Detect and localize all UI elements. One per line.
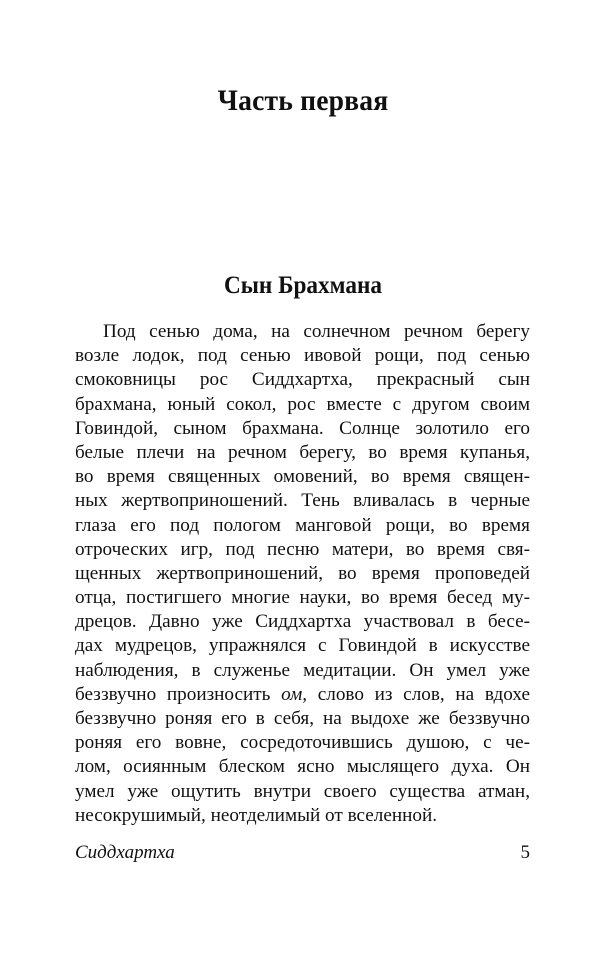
text-segment: слово из слов, на вдохе: [307, 683, 530, 705]
text-line: беззвучно роняя его в себя, на выдохе же беззвучно: [75, 708, 530, 729]
text-segment: беззвучно произносить: [75, 683, 282, 705]
text-line: отроческих игр, под песню матери, во время свя-: [75, 538, 530, 560]
text-line: во время священных омовений, во время священ-: [75, 466, 530, 488]
text-line: лом, осиянным блеском ясно мыслящего духа. Он: [75, 756, 530, 778]
text-line: белые плечи на речном берегу, во время купанья,: [75, 441, 530, 463]
text-line: Говиндой, сыном брахмана. Солнце золотило его: [75, 417, 530, 439]
text-line: дрецов. Давно уже Сиддхартха участвовал в бесе-: [75, 611, 530, 633]
text-line: [75, 683, 530, 707]
text-line: дах мудрецов, упражнялся с Говиндой в искусстве: [75, 635, 530, 657]
part-title: Часть первая: [217, 84, 389, 117]
text-line: Под сенью дома, на солнечном речном берегу: [103, 321, 530, 342]
chapter-title: Сын Брахмана: [223, 272, 383, 299]
running-title: Сиддхартха: [75, 842, 175, 863]
text-line: отца, постигшего многие науки, во время бесед му-: [75, 587, 530, 609]
text-line: глаза его под пологом манговой рощи, во время: [75, 514, 530, 536]
body-text: [75, 320, 530, 828]
text-line: щенных жертвоприношений, во время проповедей: [75, 562, 530, 584]
text-line: возле лодок, под сенью ивовой рощи, под сенью: [75, 345, 530, 367]
text-line: наблюдения, в служенье медитации. Он умел уже: [75, 659, 530, 681]
page-number: 5: [520, 842, 530, 863]
text-line: ных жертвоприношений. Тень вливалась в черные: [75, 490, 530, 512]
text-line: несокрушимый, неотделимый от вселенной.: [75, 804, 438, 826]
text-line: брахмана, юный сокол, рос вместе с другом своим: [75, 393, 530, 415]
page-footer: [75, 842, 530, 864]
text-line: роняя его вовне, сосредоточившись душою, с че-: [75, 732, 530, 754]
text-line: умел уже ощутить внутри своего существа атман,: [75, 780, 530, 802]
italic-word-om: ом,: [281, 683, 308, 705]
text-line: смоковницы рос Сиддхартха, прекрасный сын: [75, 369, 530, 391]
